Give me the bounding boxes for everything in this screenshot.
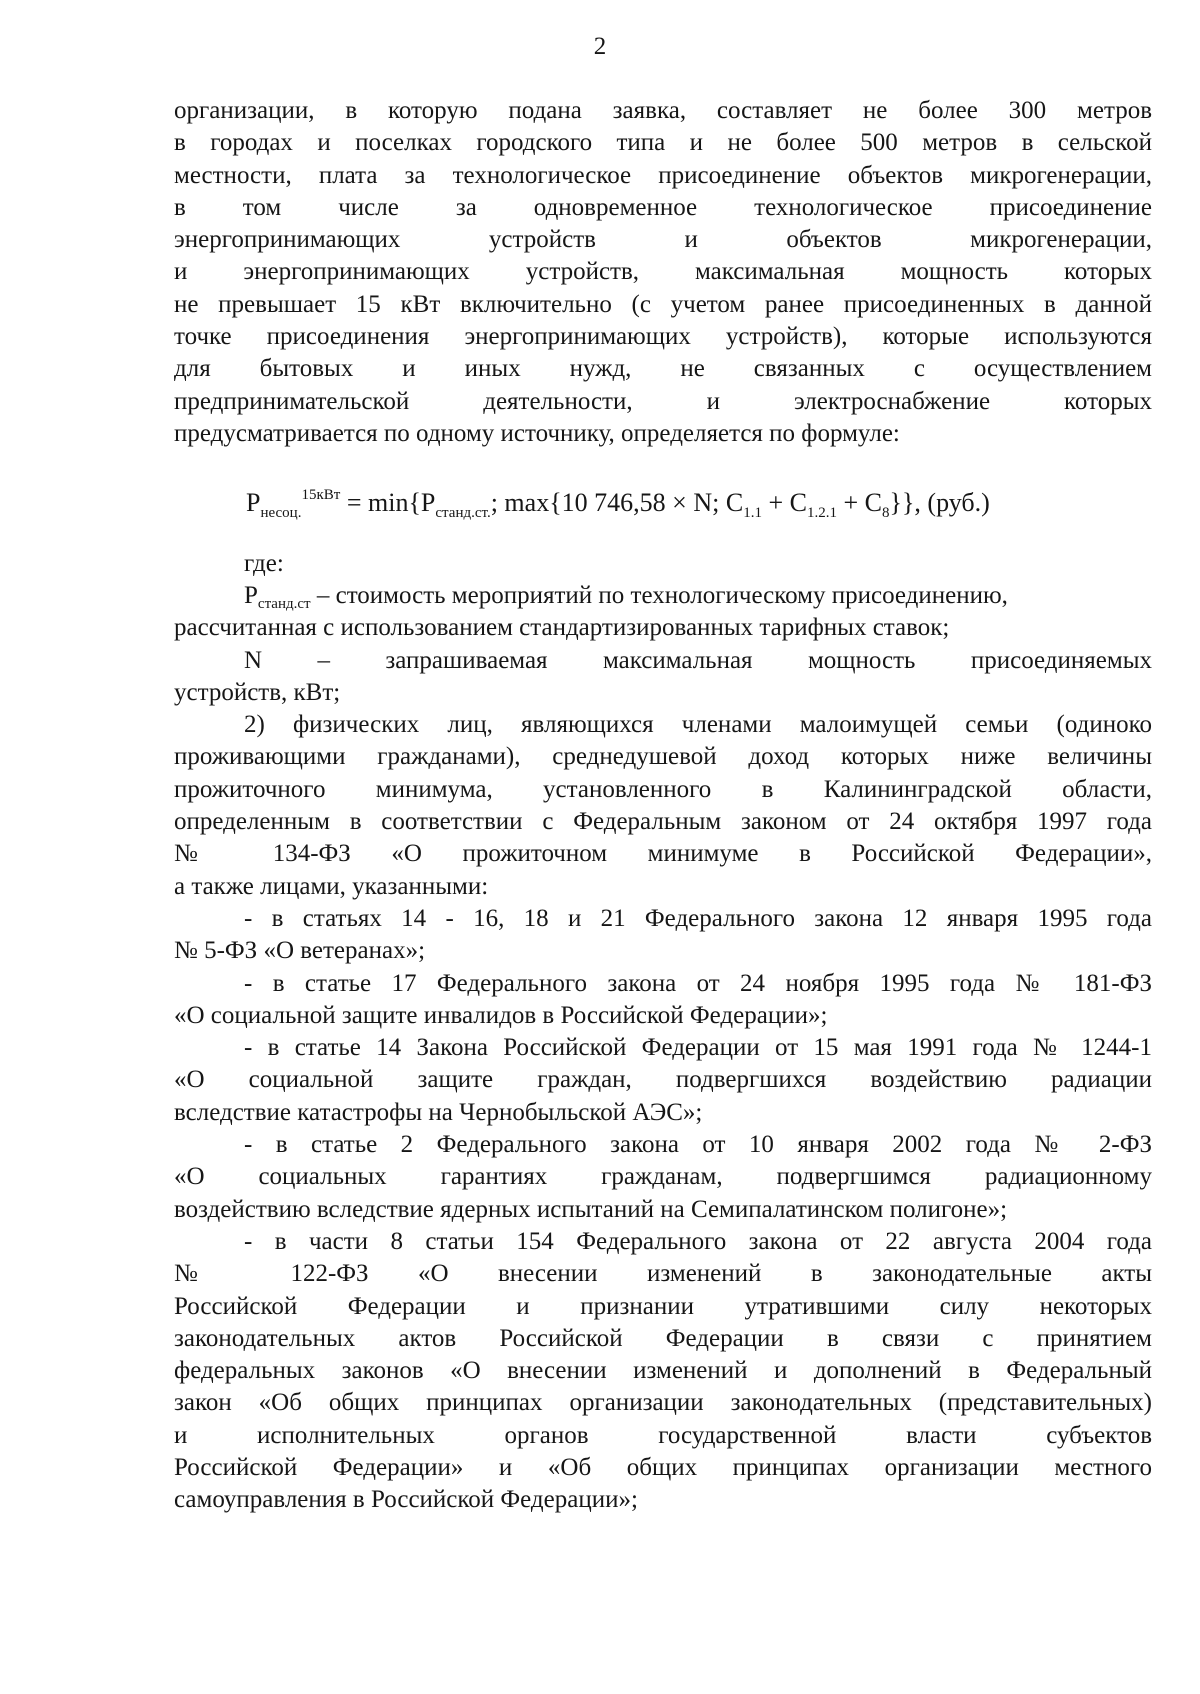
- text-line: предпринимательской деятельности, и электроснабжение которых: [174, 387, 1152, 415]
- text-line: в городах и поселках городского типа и не более 500 метров в сельской: [174, 129, 1152, 157]
- text-line: № 134-ФЗ «О прожиточном минимуме в Российской Федерации»,: [174, 840, 1152, 868]
- pstd-sub: станд.ст: [257, 596, 311, 612]
- formula-c1-sub: 1.1: [743, 505, 762, 521]
- text-line: рассчитанная с использованием стандартизированных тарифных ставок;: [174, 614, 950, 642]
- text-line: «О социальной защите граждан, подвергшихся воздействию радиации: [174, 1066, 1152, 1094]
- formula-tail: }}, (руб.): [889, 488, 990, 517]
- formula-max: ; max{10 746,58 × N; C: [490, 488, 744, 517]
- text-line: - в части 8 статьи 154 Федерального закона от 22 августа 2004 года: [244, 1227, 1152, 1255]
- text-line: «О социальных гарантиях гражданам, подвергшимся радиационному: [174, 1163, 1152, 1191]
- text-line: энергопринимающих устройств и объектов микрогенерации,: [174, 226, 1152, 254]
- text-line: федеральных законов «О внесении изменений и дополнений в Федеральный: [174, 1357, 1152, 1385]
- formula-plus-2: + C: [836, 488, 882, 517]
- text-line: 2) физических лиц, являющихся членами малоимущей семьи (одиноко: [244, 711, 1152, 739]
- text-line: вследствие катастрофы на Чернобыльской АЭС»;: [174, 1098, 703, 1126]
- text-line: а также лицами, указанными:: [174, 872, 489, 900]
- formula-c3-sub: 8: [881, 505, 890, 521]
- page-number: 2: [593, 33, 607, 60]
- text-line: № 5-ФЗ «О ветеранах»;: [174, 937, 426, 965]
- text-line: Российской Федерации» и «Об общих принципах организации местного: [174, 1454, 1152, 1482]
- text-line: определенным в соответствии с Федеральным законом от 24 октября 1997 года: [174, 808, 1152, 836]
- text-line: воздействию вследствие ядерных испытаний на Семипалатинском полигоне»;: [174, 1195, 1008, 1223]
- text-line: и энергопринимающих устройств, максимальная мощность которых: [174, 258, 1152, 286]
- pstd-symbol: P: [244, 582, 258, 609]
- text-line: устройств, кВт;: [174, 678, 341, 706]
- pstd-rest: – стоимость мероприятий по технологическому присоединению,: [310, 582, 1008, 609]
- text-line: точке присоединения энергопринимающих устройств), которые используются: [174, 323, 1152, 351]
- formula-p-sub: несоц.: [260, 505, 302, 521]
- text-line: - в статье 14 Закона Российской Федерации от 15 мая 1991 года № 1244-1: [244, 1034, 1152, 1062]
- text-line: «О социальной защите инвалидов в Российской Федерации»;: [174, 1001, 828, 1029]
- text-line: проживающими гражданами), среднедушевой доход которых ниже величины: [174, 743, 1152, 771]
- text-line: закон «Об общих принципах организации законодательных (представительных): [174, 1389, 1152, 1417]
- text-line: самоуправления в Российской Федерации»;: [174, 1486, 638, 1514]
- definition-pstd: [174, 580, 1152, 612]
- where-label: где:: [244, 550, 284, 577]
- text-line: предусматривается по одному источнику, определяется по формуле:: [174, 419, 900, 447]
- formula: [246, 478, 990, 530]
- text-line: законодательных актов Российской Федерации в связи с принятием: [174, 1324, 1152, 1352]
- text-line: № 122-ФЗ «О внесении изменений в законодательные акты: [174, 1260, 1152, 1288]
- text-line: Российской Федерации и признании утратившими силу некоторых: [174, 1292, 1152, 1320]
- formula-eq-min: = min{P: [340, 488, 436, 517]
- formula-p: P: [246, 488, 261, 517]
- text-line: местности, плата за технологическое присоединение объектов микрогенерации,: [174, 161, 1152, 189]
- text-line: для бытовых и иных нужд, не связанных с осуществлением: [174, 355, 1152, 383]
- text-line: в том числе за одновременное технологическое присоединение: [174, 193, 1152, 221]
- text-line: прожиточного минимума, установленного в Калининградской области,: [174, 775, 1152, 803]
- formula-p-sup: 15кВт: [301, 487, 341, 503]
- text-line: - в статье 2 Федерального закона от 10 января 2002 года № 2-ФЗ: [244, 1131, 1152, 1159]
- text-line: организации, в которую подана заявка, составляет не более 300 метров: [174, 97, 1152, 124]
- text-line: не превышает 15 кВт включительно (с учетом ранее присоединенных в данной: [174, 290, 1152, 318]
- formula-c2-sub: 1.2.1: [806, 505, 837, 521]
- definition-n: N – запрашиваемая максимальная мощность присоединяемых: [244, 646, 1152, 674]
- formula-plus-1: + C: [761, 488, 807, 517]
- paragraph-1: [174, 95, 1152, 450]
- paragraph-2: [174, 580, 1152, 1517]
- text-line: - в статье 17 Федерального закона от 24 ноября 1995 года № 181-ФЗ: [244, 969, 1152, 997]
- formula-std-sub: станд.ст.: [435, 505, 491, 521]
- text-line: - в статьях 14 - 16, 18 и 21 Федерального закона 12 января 1995 года: [244, 904, 1152, 932]
- text-line: и исполнительных органов государственной власти субъектов: [174, 1421, 1152, 1449]
